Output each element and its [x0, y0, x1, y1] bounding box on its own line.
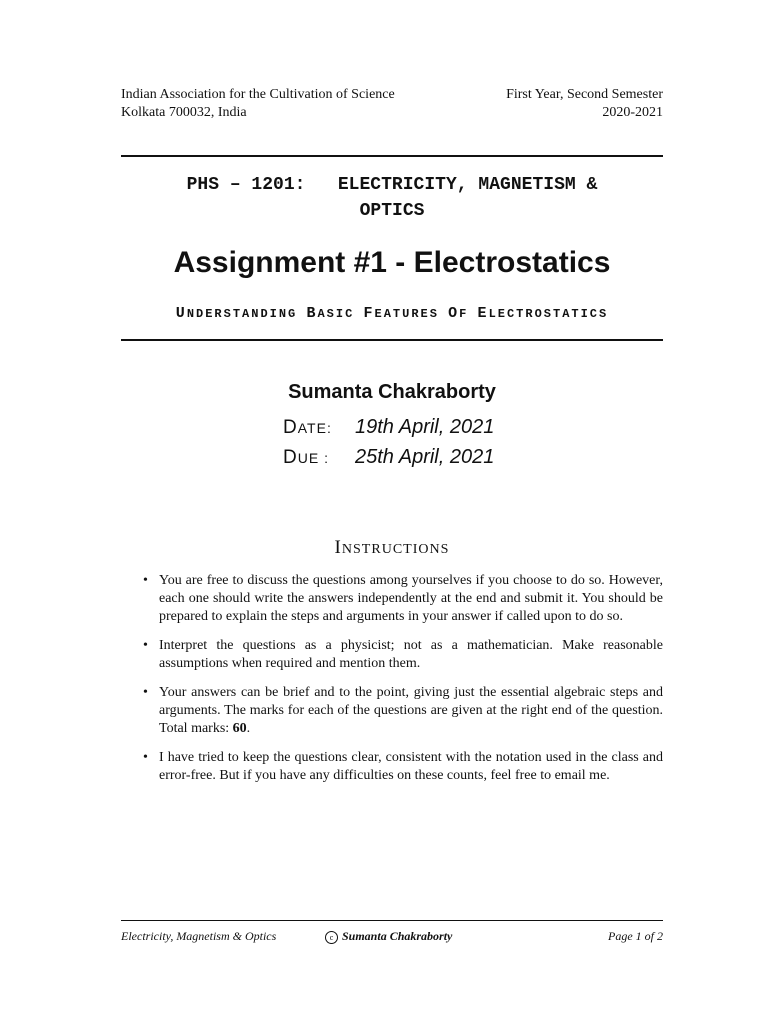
footer-rule	[121, 920, 663, 921]
instructions-list	[137, 572, 663, 796]
due-row	[283, 446, 494, 476]
total-marks: 60	[232, 721, 247, 736]
assignment-subtitle: UNDERSTANDING BASIC FEATURES OF ELECTROSTATICS	[175, 305, 609, 322]
date-value: 19th April, 2021	[355, 416, 495, 438]
instructions-heading: INSTRUCTIONS	[334, 537, 450, 558]
due-value: 25th April, 2021	[355, 446, 495, 468]
course-title	[121, 172, 663, 224]
instruction-text: Your answers can be brief and to the point, giving just the essential algebraic steps and arguments. The marks for each of the questions are given at the right end of the question. Total marks:	[159, 685, 663, 736]
assignment-title: Assignment #1 - Electrostatics	[173, 246, 611, 279]
bullet-icon: •	[143, 638, 148, 653]
instruction-item	[137, 749, 663, 785]
instruction-item	[137, 637, 663, 673]
footer-copyright	[325, 928, 452, 944]
date-row	[283, 416, 494, 446]
instruction-text: Interpret the questions as a physicist; not as a mathematician. Make reasonable assumptions when required and mention them.	[159, 638, 663, 671]
academic-year: 2020-2021	[602, 105, 663, 120]
footer-author: Sumanta Chakraborty	[342, 929, 453, 943]
course-name-line1: ELECTRICITY, MAGNETISM &	[337, 175, 598, 195]
copyright-icon: c	[325, 931, 338, 944]
header-right	[506, 86, 663, 122]
footer-page-number: Page 1 of 2	[608, 929, 663, 943]
footer-course: Electricity, Magnetism & Optics	[121, 929, 277, 943]
term: First Year, Second Semester	[506, 87, 663, 102]
bottom-rule	[121, 339, 663, 341]
course-name-line2: OPTICS	[359, 201, 425, 221]
due-label: DUE :	[283, 447, 329, 468]
header-left	[121, 86, 395, 122]
bullet-icon: •	[143, 750, 148, 765]
date-label: DATE:	[283, 417, 332, 438]
instruction-item: • Your answers can be brief and to the point, giving just the essential algebraic steps and arguments. The marks for each of the questions are given at the right end of the question. Total marks: 60.	[143, 685, 663, 736]
bullet-icon: •	[143, 685, 148, 700]
instruction-text: You are free to discuss the questions among yourselves if you choose to do so. However, each one should write the answers independently at the end and submit it. You should be prepared to explain the steps and arguments in your answer if called upon to do so.	[159, 573, 663, 624]
top-rule	[121, 155, 663, 157]
institute-name: Indian Association for the Cultivation of Science	[121, 87, 395, 102]
course-line-2	[121, 198, 663, 224]
course-code: PHS – 1201:	[186, 175, 306, 195]
instruction-item	[137, 572, 663, 626]
author-name: Sumanta Chakraborty	[288, 381, 496, 403]
course-line-1	[121, 172, 663, 198]
institute-address: Kolkata 700032, India	[121, 105, 247, 120]
dates-block	[283, 416, 494, 476]
bullet-icon: •	[143, 573, 148, 588]
document-page	[121, 0, 663, 1024]
instruction-text: I have tried to keep the questions clear, consistent with the notation used in the class and error-free. But if you have any difficulties on these counts, feel free to email me.	[159, 750, 663, 783]
